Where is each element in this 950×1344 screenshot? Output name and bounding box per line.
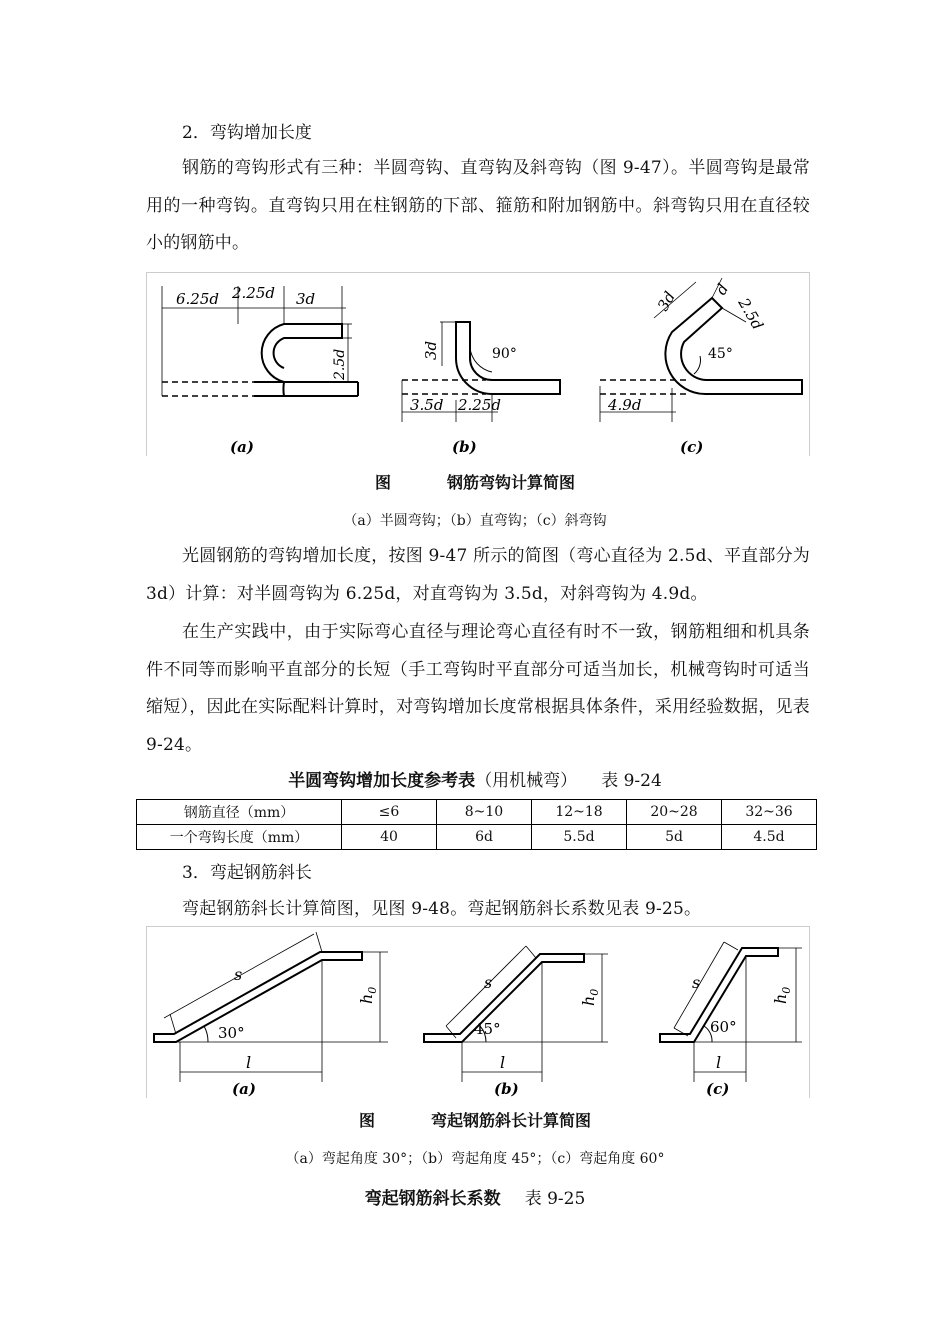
hook-b-label-3-5d: 3.5d [410, 396, 444, 414]
bent-c-label-h0 [771, 987, 793, 1004]
bent-b-drawing [424, 946, 608, 1082]
figure-9-47-caption: （a）半圆弯钩；（b）直弯钩；（c）斜弯钩 [343, 513, 607, 529]
hook-c-angle: 45° [708, 346, 733, 362]
figure-9-47-name: 钢筋弯钩计算简图 [447, 473, 576, 492]
bent-b-label-s: s [484, 973, 493, 992]
figure-9-48-prefix: 图 [358, 1111, 375, 1130]
bent-b-h-sub: 0 [588, 988, 601, 996]
hook-b-tag: (b) [452, 438, 477, 456]
figure-9-48-name: 弯起钢筋斜长计算简图 [431, 1111, 592, 1130]
table-9-24-suffix: （用机械弯） [475, 771, 578, 791]
figure-9-47-prefix: 图 [374, 473, 391, 492]
table-row [137, 825, 817, 850]
bent-c-h: h [771, 993, 790, 1004]
bent-c-tag: (c) [706, 1080, 730, 1098]
hook-b-label-3d: 3d [422, 340, 440, 360]
bent-bar-diagram-svg [146, 926, 810, 1098]
section-heading-hook-length: 2．弯钩增加长度 [182, 123, 312, 143]
table-cell: 20~28 [627, 800, 722, 825]
bent-a-drawing [154, 932, 388, 1082]
table-cell: 40 [342, 825, 437, 850]
table-cell: ≤6 [342, 800, 437, 825]
paragraph-hook-types: 钢筋的弯钩形式有三种：半圆弯钩、直弯钩及斜弯钩（图 9-47）。半圆弯钩是最常用的一种弯钩。直弯钩只用在柱钢筋的下部、箍筋和附加钢筋中。斜弯钩只用在直径较小的钢筋中。 [146, 158, 810, 253]
bent-c-h-sub: 0 [780, 986, 793, 994]
bent-b-tag: (b) [494, 1080, 519, 1098]
table-9-25-title [0, 1184, 950, 1209]
hook-b-label-2-25d: 2.25d [458, 396, 502, 414]
table-cell: 6d [437, 825, 532, 850]
section-heading-bent-bar: 3．弯起钢筋斜长 [182, 863, 312, 883]
bent-c-drawing [660, 942, 802, 1082]
paragraph-bent-bar: 弯起钢筋斜长计算简图，见图 9-48。弯起钢筋斜长系数见表 9-25。 [182, 899, 702, 919]
table-9-24-name: 半圆弯钩增加长度参考表 [288, 771, 476, 791]
table-cell: 32~36 [722, 800, 817, 825]
hook-a-label-6-25d: 6.25d [176, 290, 220, 308]
table-cell: 钢筋直径（mm） [137, 800, 342, 825]
figure-9-47-title [0, 470, 950, 493]
table-cell: 8~10 [437, 800, 532, 825]
figure-bent-bar-diagram [146, 926, 810, 1098]
figure-9-48-caption: （a）弯起角度 30°；（b）弯起角度 45°；（c）弯起角度 60° [285, 1151, 665, 1167]
hook-a-label-3d: 3d [296, 290, 316, 308]
table-9-24-title [0, 766, 950, 791]
table-cell: 一个弯钩长度（mm） [137, 825, 342, 850]
hook-b-angle: 90° [492, 346, 517, 362]
bent-a-h: h [357, 993, 376, 1004]
bent-a-label-s: s [234, 965, 243, 984]
hook-c-tag: (c) [680, 438, 704, 456]
table-cell: 5.5d [532, 825, 627, 850]
bent-b-angle: 45° [474, 1020, 501, 1038]
paragraph-hook-calculation: 光圆钢筋的弯钩增加长度，按图 9-47 所示的简图（弯心直径为 2.5d、平直部分为 3d）计算：对半圆弯钩为 6.25d，对直弯钩为 3.5d，对斜弯钩为 4.9d。 [146, 546, 810, 604]
bent-c-label-l: l [716, 1053, 722, 1072]
bent-a-h-sub: 0 [366, 986, 379, 994]
hook-a-tag: (a) [230, 438, 254, 456]
table-9-24 [136, 799, 817, 850]
hook-diagram-svg [146, 272, 810, 456]
table-9-25-name: 弯起钢筋斜长系数 [364, 1189, 501, 1209]
bent-a-label-l: l [246, 1053, 252, 1072]
bent-c-label-s: s [692, 973, 701, 992]
bent-b-label-l: l [500, 1053, 506, 1072]
table-row [137, 800, 817, 825]
hook-c-label-2-5d: 2.5d [734, 295, 767, 333]
hook-c-label-3d: 3d [653, 288, 680, 314]
table-9-24-number: 表 9-24 [601, 771, 662, 791]
hook-a-label-2-25d: 2.25d [232, 284, 276, 302]
figure-hook-diagram [146, 272, 810, 456]
table-cell: 4.5d [722, 825, 817, 850]
bent-b-h: h [579, 995, 598, 1006]
bent-a-tag: (a) [232, 1080, 256, 1098]
figure-9-48-title [0, 1108, 950, 1131]
bent-c-angle: 60° [710, 1018, 737, 1036]
table-cell: 5d [627, 825, 722, 850]
table-9-25-number: 表 9-25 [524, 1189, 586, 1209]
hook-a-label-2-5d: 2.5d [332, 348, 348, 380]
bent-b-label-h0 [579, 989, 601, 1006]
bent-a-angle: 30° [218, 1024, 245, 1042]
hook-c-label-4-9d: 4.9d [608, 396, 642, 414]
paragraph-practice: 在生产实践中，由于实际弯心直径与理论弯心直径有时不一致，钢筋粗细和机具条件不同等而影响平直部分的长短（手工弯钩时平直部分可适当加长，机械弯钩时可适当缩短），因此在实际配料计算时，对弯钩增加长度常根据具体条件，采用经验数据，见表 9-24。 [146, 622, 810, 755]
table-cell: 12~18 [532, 800, 627, 825]
hook-c-label-d: d [711, 280, 733, 298]
bent-a-label-h0 [357, 987, 379, 1004]
